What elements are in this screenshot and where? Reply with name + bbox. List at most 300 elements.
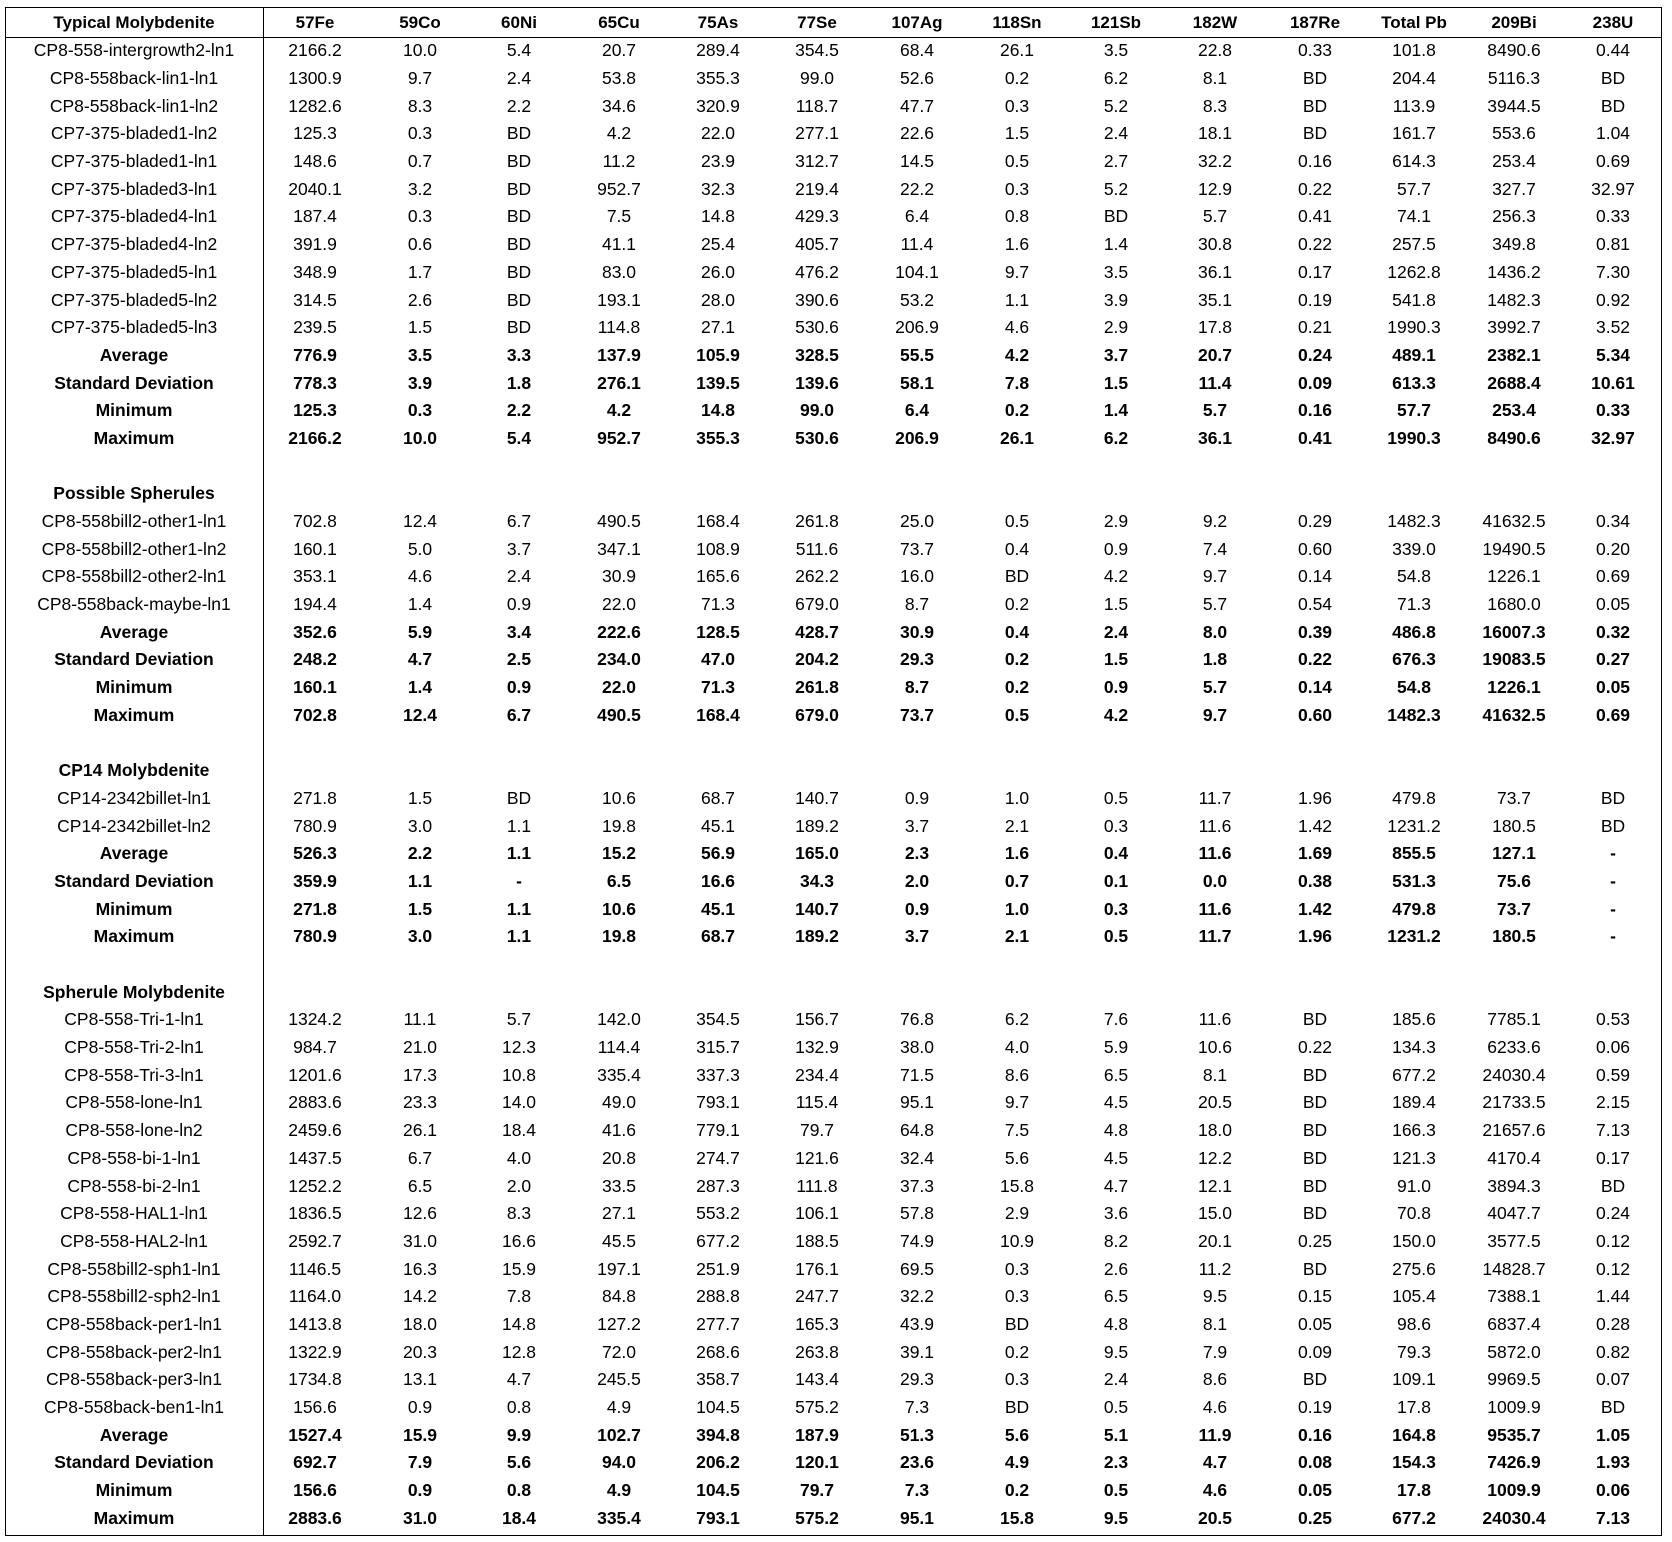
table-row bbox=[5, 1394, 1662, 1422]
table-cell: 11.7 bbox=[1198, 787, 1232, 808]
table-cell: 0.17 bbox=[1297, 261, 1333, 282]
table-cell: 1836.5 bbox=[288, 1203, 342, 1224]
sample-label: CP8-558-Tri-2-ln1 bbox=[64, 1037, 204, 1058]
table-cell: 3894.3 bbox=[1487, 1175, 1541, 1196]
table-cell: 79.7 bbox=[799, 1480, 835, 1501]
table-cell: 127.1 bbox=[1492, 843, 1536, 864]
table-cell: 6.2 bbox=[1004, 1009, 1030, 1030]
stat-label: Average bbox=[99, 621, 169, 642]
table-cell: 7785.1 bbox=[1487, 1009, 1541, 1030]
table-cell: 20.8 bbox=[601, 1147, 637, 1168]
table-cell: BD bbox=[506, 289, 532, 310]
table-cell: 4.2 bbox=[1103, 704, 1129, 725]
table-cell: BD bbox=[1302, 1064, 1328, 1085]
sample-label: CP8-558back-ben1-ln1 bbox=[44, 1397, 224, 1418]
table-cell: 5.6 bbox=[1004, 1147, 1030, 1168]
sample-label: CP8-558-bi-1-ln1 bbox=[67, 1147, 201, 1168]
table-cell: 1009.9 bbox=[1487, 1397, 1541, 1418]
table-cell: 74.1 bbox=[1396, 206, 1432, 227]
table-cell: 12.3 bbox=[501, 1037, 537, 1058]
table-cell: 2.9 bbox=[1004, 1203, 1030, 1224]
table-cell: 23.9 bbox=[700, 151, 736, 172]
table-cell: 1.4 bbox=[1103, 400, 1129, 421]
table-cell: 0.60 bbox=[1297, 538, 1333, 559]
table-cell: 206.9 bbox=[895, 427, 939, 448]
stat-label: Maximum bbox=[93, 926, 175, 947]
table-cell: 0.06 bbox=[1595, 1480, 1631, 1501]
table-cell: 114.8 bbox=[597, 317, 641, 338]
table-cell: 0.5 bbox=[1004, 511, 1030, 532]
table-cell: BD bbox=[1600, 95, 1626, 116]
table-cell: 1.6 bbox=[1004, 234, 1030, 255]
table-cell: 5116.3 bbox=[1487, 68, 1541, 89]
table-cell: 0.22 bbox=[1297, 1037, 1333, 1058]
table-cell: 0.7 bbox=[1004, 870, 1030, 891]
sample-label: CP8-558-intergrowth2-ln1 bbox=[33, 40, 235, 61]
table-cell: 8490.6 bbox=[1487, 40, 1541, 61]
table-cell: 32.4 bbox=[899, 1147, 935, 1168]
sample-label: CP7-375-bladed4-ln2 bbox=[50, 234, 218, 255]
table-cell: 11.2 bbox=[1198, 1258, 1232, 1279]
table-cell: 0.22 bbox=[1297, 649, 1333, 670]
table-cell: 156.6 bbox=[293, 1397, 337, 1418]
table-cell: 335.4 bbox=[597, 1064, 641, 1085]
table-cell: 4.2 bbox=[1004, 344, 1030, 365]
table-cell: 30.9 bbox=[899, 621, 935, 642]
table-cell: 176.1 bbox=[795, 1258, 839, 1279]
table-cell: 1.5 bbox=[407, 898, 433, 919]
table-cell: 29.3 bbox=[899, 1369, 935, 1390]
header-cell: 65Cu bbox=[598, 12, 640, 32]
table-cell: 76.8 bbox=[899, 1009, 935, 1030]
table-cell: 189.4 bbox=[1392, 1092, 1436, 1113]
table-cell: 780.9 bbox=[293, 815, 337, 836]
table-cell: 22.2 bbox=[899, 178, 935, 199]
table-cell: 1300.9 bbox=[288, 68, 342, 89]
table-cell: 27.1 bbox=[601, 1203, 637, 1224]
table-cell: 142.0 bbox=[597, 1009, 641, 1030]
table-cell: 22.8 bbox=[1197, 40, 1233, 61]
table-cell: BD bbox=[1302, 68, 1328, 89]
table-cell: 51.3 bbox=[899, 1424, 935, 1445]
table-cell: 4.7 bbox=[1103, 1175, 1129, 1196]
table-cell: 1.96 bbox=[1297, 787, 1333, 808]
table-cell: 6.2 bbox=[1103, 68, 1129, 89]
stat-label: Minimum bbox=[95, 898, 173, 919]
table-cell: BD bbox=[1600, 815, 1626, 836]
table-cell: 16007.3 bbox=[1482, 621, 1546, 642]
table-cell: BD bbox=[1600, 787, 1626, 808]
table-cell: 5.6 bbox=[506, 1452, 532, 1473]
table-cell: 1.6 bbox=[1004, 843, 1030, 864]
table-cell: 2688.4 bbox=[1487, 372, 1541, 393]
table-cell: 193.1 bbox=[597, 289, 641, 310]
table-cell: 2.5 bbox=[506, 649, 532, 670]
table-cell: 32.97 bbox=[1591, 178, 1635, 199]
table-cell: 0.05 bbox=[1297, 1313, 1333, 1334]
table-cell: 36.1 bbox=[1197, 261, 1233, 282]
table-cell: 2382.1 bbox=[1487, 344, 1541, 365]
table-cell: 0.2 bbox=[1004, 1341, 1030, 1362]
table-cell: 952.7 bbox=[597, 178, 641, 199]
table-cell: 5.7 bbox=[1202, 594, 1228, 615]
table-cell: 6.7 bbox=[407, 1147, 433, 1168]
table-cell: 24030.4 bbox=[1482, 1507, 1546, 1528]
table-cell: 26.0 bbox=[700, 261, 736, 282]
table-cell: BD bbox=[1004, 566, 1030, 587]
table-cell: 0.17 bbox=[1595, 1147, 1631, 1168]
table-cell: 553.2 bbox=[696, 1203, 740, 1224]
table-cell: 1482.3 bbox=[1387, 704, 1441, 725]
table-cell: 256.3 bbox=[1492, 206, 1536, 227]
sample-label: CP7-375-bladed3-ln1 bbox=[50, 178, 218, 199]
table-cell: 1.4 bbox=[407, 677, 433, 698]
table-cell: 1.5 bbox=[407, 787, 433, 808]
table-cell: 5.9 bbox=[407, 621, 433, 642]
table-cell: 98.6 bbox=[1396, 1313, 1432, 1334]
table-cell: 37.3 bbox=[899, 1175, 935, 1196]
table-cell: 614.3 bbox=[1392, 151, 1436, 172]
table-row bbox=[5, 1006, 1662, 1034]
table-cell: 10.6 bbox=[1197, 1037, 1233, 1058]
table-cell: 0.41 bbox=[1297, 206, 1333, 227]
table-cell: 0.24 bbox=[1297, 344, 1333, 365]
table-cell: 14.2 bbox=[402, 1286, 438, 1307]
table-row bbox=[5, 1089, 1662, 1117]
table-cell: BD bbox=[1103, 206, 1129, 227]
table-cell: 2.2 bbox=[506, 95, 532, 116]
table-cell: 99.0 bbox=[799, 68, 835, 89]
table-cell: 1.69 bbox=[1297, 843, 1333, 864]
table-body bbox=[5, 37, 1662, 1532]
stat-label: Standard Deviation bbox=[54, 870, 214, 891]
table-cell: 6.4 bbox=[904, 206, 930, 227]
table-cell: 1.0 bbox=[1004, 787, 1030, 808]
table-cell: 180.5 bbox=[1492, 926, 1536, 947]
table-cell: 10.0 bbox=[402, 40, 438, 61]
table-cell: 0.27 bbox=[1595, 649, 1631, 670]
table-cell: 21.0 bbox=[402, 1037, 438, 1058]
table-cell: 0.2 bbox=[1004, 594, 1030, 615]
table-cell: 4.9 bbox=[1004, 1452, 1030, 1473]
table-cell: 222.6 bbox=[597, 621, 641, 642]
table-cell: 0.5 bbox=[1004, 704, 1030, 725]
stat-label: Standard Deviation bbox=[54, 1452, 214, 1473]
table-cell: 4.2 bbox=[606, 400, 632, 421]
table-cell: 160.1 bbox=[293, 677, 337, 698]
stat-row bbox=[5, 868, 1662, 896]
table-cell: 0.32 bbox=[1595, 621, 1631, 642]
table-cell: 0.05 bbox=[1595, 594, 1631, 615]
table-cell: 275.6 bbox=[1392, 1258, 1436, 1279]
table-cell: 271.8 bbox=[293, 898, 337, 919]
table-cell: 102.7 bbox=[597, 1424, 641, 1445]
table-cell: 3.6 bbox=[1103, 1203, 1129, 1224]
table-cell: 3577.5 bbox=[1487, 1230, 1541, 1251]
table-cell: BD bbox=[1302, 1147, 1328, 1168]
table-cell: 0.7 bbox=[407, 151, 433, 172]
table-cell: 9.7 bbox=[1004, 1092, 1030, 1113]
table-cell: 73.7 bbox=[1496, 898, 1532, 919]
table-cell: 5.1 bbox=[1103, 1424, 1129, 1445]
table-cell: 2.4 bbox=[1103, 123, 1129, 144]
table-cell: 355.3 bbox=[696, 427, 740, 448]
table-cell: 0.0 bbox=[1202, 870, 1228, 891]
table-cell: 206.9 bbox=[895, 317, 939, 338]
table-cell: 53.8 bbox=[601, 68, 637, 89]
stat-label: Maximum bbox=[93, 427, 175, 448]
table-cell: 7.3 bbox=[904, 1397, 930, 1418]
table-cell: 137.9 bbox=[597, 344, 641, 365]
table-cell: 9.7 bbox=[407, 68, 433, 89]
table-cell: 56.9 bbox=[700, 843, 736, 864]
table-cell: 58.1 bbox=[899, 372, 935, 393]
table-cell: 73.7 bbox=[899, 704, 935, 725]
table-cell: 0.59 bbox=[1595, 1064, 1631, 1085]
table-cell: 8.7 bbox=[904, 594, 930, 615]
table-cell: 4.8 bbox=[1103, 1120, 1129, 1141]
table-cell: 0.8 bbox=[506, 1480, 532, 1501]
table-cell: 2.2 bbox=[506, 400, 532, 421]
table-cell: 1.7 bbox=[407, 261, 433, 282]
table-cell: 1146.5 bbox=[288, 1258, 342, 1279]
table-cell: 57.7 bbox=[1396, 178, 1432, 199]
table-cell: 1482.3 bbox=[1387, 511, 1441, 532]
table-cell: 204.4 bbox=[1392, 68, 1436, 89]
table-cell: 3.9 bbox=[407, 372, 433, 393]
table-cell: 0.6 bbox=[407, 234, 433, 255]
table-cell: 2.6 bbox=[1103, 1258, 1129, 1279]
table-cell: 32.97 bbox=[1591, 427, 1635, 448]
spacer-row bbox=[5, 729, 1662, 757]
table-cell: 349.8 bbox=[1492, 234, 1536, 255]
sample-label: CP8-558back-per2-ln1 bbox=[45, 1341, 223, 1362]
table-cell: 1.05 bbox=[1595, 1424, 1631, 1445]
table-cell: 1.5 bbox=[407, 317, 433, 338]
sample-label: CP14-2342billet-ln1 bbox=[57, 787, 211, 808]
table-cell: 347.1 bbox=[597, 538, 641, 559]
table-row bbox=[5, 259, 1662, 287]
table-cell: 1231.2 bbox=[1387, 815, 1441, 836]
table-row bbox=[5, 1117, 1662, 1145]
header-label: Typical Molybdenite bbox=[53, 12, 215, 32]
table-cell: 245.5 bbox=[597, 1369, 641, 1390]
table-cell: 74.9 bbox=[899, 1230, 935, 1251]
table-cell: BD bbox=[1004, 1313, 1030, 1334]
table-cell: 194.4 bbox=[293, 594, 337, 615]
table-cell: 11.9 bbox=[1198, 1424, 1232, 1445]
table-row bbox=[5, 508, 1662, 536]
sample-label: CP8-558-Tri-3-ln1 bbox=[64, 1064, 204, 1085]
table-cell: 121.6 bbox=[795, 1147, 839, 1168]
table-cell: BD bbox=[1600, 68, 1626, 89]
table-cell: 15.2 bbox=[601, 843, 637, 864]
table-cell: 8.1 bbox=[1202, 68, 1228, 89]
table-cell: 2.6 bbox=[407, 289, 433, 310]
table-cell: 4.9 bbox=[606, 1480, 632, 1501]
table-cell: 26.1 bbox=[402, 1120, 438, 1141]
table-cell: 575.2 bbox=[795, 1507, 839, 1528]
table-cell: 262.2 bbox=[795, 566, 839, 587]
table-cell: 7.9 bbox=[1202, 1341, 1228, 1362]
table-cell: 15.8 bbox=[999, 1175, 1035, 1196]
table-cell: 1.5 bbox=[1103, 372, 1129, 393]
table-cell: 0.33 bbox=[1595, 206, 1631, 227]
table-cell: 0.3 bbox=[407, 400, 433, 421]
stat-row bbox=[5, 425, 1662, 453]
table-cell: 0.12 bbox=[1595, 1258, 1631, 1279]
table-cell: 312.7 bbox=[795, 151, 839, 172]
table-cell: 20.5 bbox=[1197, 1092, 1233, 1113]
table-cell: BD bbox=[506, 123, 532, 144]
table-cell: 0.1 bbox=[1103, 870, 1129, 891]
table-cell: 4.0 bbox=[506, 1147, 532, 1168]
table-cell: 150.0 bbox=[1392, 1230, 1436, 1251]
table-cell: 348.9 bbox=[293, 261, 337, 282]
spacer-row bbox=[5, 452, 1662, 480]
table-cell: 91.0 bbox=[1396, 1175, 1432, 1196]
table-cell: 8.6 bbox=[1202, 1369, 1228, 1390]
table-cell: 553.6 bbox=[1492, 123, 1536, 144]
table-cell: 4.6 bbox=[1004, 317, 1030, 338]
table-cell: 11.6 bbox=[1198, 843, 1232, 864]
table-cell: 23.3 bbox=[402, 1092, 438, 1113]
table-cell: 0.3 bbox=[1004, 1258, 1030, 1279]
table-cell: 0.9 bbox=[407, 1480, 433, 1501]
sample-label: CP7-375-bladed1-ln1 bbox=[50, 151, 218, 172]
table-cell: 165.6 bbox=[696, 566, 740, 587]
table-cell: 277.7 bbox=[696, 1313, 740, 1334]
table-cell: 9.9 bbox=[506, 1424, 532, 1445]
table-cell: 148.6 bbox=[293, 151, 337, 172]
table-cell: 6.7 bbox=[506, 511, 532, 532]
table-cell: 274.7 bbox=[696, 1147, 740, 1168]
table-cell: 261.8 bbox=[795, 511, 839, 532]
table-cell: 9.7 bbox=[1004, 261, 1030, 282]
table-cell: 19490.5 bbox=[1482, 538, 1546, 559]
table-cell: 35.1 bbox=[1197, 289, 1233, 310]
table-cell: 1.1 bbox=[1004, 289, 1030, 310]
table-cell: 68.7 bbox=[700, 926, 736, 947]
table-cell: 1282.6 bbox=[288, 95, 342, 116]
table-cell: 8.7 bbox=[904, 677, 930, 698]
table-cell: 55.5 bbox=[899, 344, 935, 365]
table-cell: 18.0 bbox=[1197, 1120, 1233, 1141]
header-cell: 107Ag bbox=[891, 12, 943, 32]
table-cell: 530.6 bbox=[795, 317, 839, 338]
table-cell: 11.6 bbox=[1198, 898, 1232, 919]
table-cell: 15.0 bbox=[1197, 1203, 1233, 1224]
stat-row bbox=[5, 923, 1662, 951]
sample-label: CP8-558back-per3-ln1 bbox=[45, 1369, 223, 1390]
table-cell: 101.8 bbox=[1392, 40, 1436, 61]
table-cell: 268.6 bbox=[696, 1341, 740, 1362]
table-cell: 490.5 bbox=[597, 704, 641, 725]
table-cell: 405.7 bbox=[795, 234, 839, 255]
table-cell: 6233.6 bbox=[1487, 1037, 1541, 1058]
table-cell: 18.4 bbox=[501, 1120, 537, 1141]
table-cell: 31.0 bbox=[402, 1507, 438, 1528]
table-cell: 14828.7 bbox=[1482, 1258, 1546, 1279]
table-cell: 1.1 bbox=[506, 926, 532, 947]
table-cell: 189.2 bbox=[795, 926, 839, 947]
table-cell: 15.8 bbox=[999, 1507, 1035, 1528]
table-cell: 106.1 bbox=[795, 1203, 839, 1224]
table-cell: 9535.7 bbox=[1487, 1424, 1541, 1445]
sample-label: CP8-558-Tri-1-ln1 bbox=[64, 1009, 204, 1030]
table-cell: 9.5 bbox=[1103, 1507, 1129, 1528]
table-cell: 1009.9 bbox=[1487, 1480, 1541, 1501]
stat-label: Minimum bbox=[95, 400, 173, 421]
table-cell: 0.08 bbox=[1297, 1452, 1333, 1473]
table-cell: 71.3 bbox=[700, 677, 736, 698]
table-cell: 28.0 bbox=[700, 289, 736, 310]
table-cell: 127.2 bbox=[597, 1313, 641, 1334]
table-cell: 6.7 bbox=[506, 704, 532, 725]
table-cell: 95.1 bbox=[899, 1507, 935, 1528]
table-cell: 7.5 bbox=[1004, 1120, 1030, 1141]
data-table bbox=[5, 8, 1662, 1532]
header-cell: 57Fe bbox=[295, 12, 335, 32]
table-cell: 0.15 bbox=[1297, 1286, 1333, 1307]
table-cell: 2.9 bbox=[1103, 511, 1129, 532]
table-cell: 952.7 bbox=[597, 427, 641, 448]
stat-row bbox=[5, 1477, 1662, 1505]
table-cell: 99.0 bbox=[799, 400, 835, 421]
table-cell: 160.1 bbox=[293, 538, 337, 559]
sample-label: CP8-558-lone-ln1 bbox=[65, 1092, 203, 1113]
stat-label: Maximum bbox=[93, 704, 175, 725]
table-cell: 1.1 bbox=[506, 898, 532, 919]
table-row bbox=[5, 1200, 1662, 1228]
table-cell: 8.2 bbox=[1103, 1230, 1129, 1251]
table-cell: 0.82 bbox=[1595, 1341, 1631, 1362]
table-cell: 0.3 bbox=[407, 206, 433, 227]
table-cell: 114.4 bbox=[597, 1037, 641, 1058]
table-cell: 9.7 bbox=[1202, 566, 1228, 587]
table-cell: 15.9 bbox=[402, 1424, 438, 1445]
table-cell: 2.7 bbox=[1103, 151, 1129, 172]
table-cell: 702.8 bbox=[293, 511, 337, 532]
table-cell: 0.4 bbox=[1103, 843, 1129, 864]
table-cell: 793.1 bbox=[696, 1092, 740, 1113]
table-cell: 104.5 bbox=[696, 1480, 740, 1501]
table-cell: 79.3 bbox=[1396, 1341, 1432, 1362]
table-cell: 206.2 bbox=[696, 1452, 740, 1473]
table-cell: 1226.1 bbox=[1487, 677, 1541, 698]
stat-label: Average bbox=[99, 843, 169, 864]
table-cell: 5.34 bbox=[1595, 344, 1631, 365]
table-cell: 4.6 bbox=[407, 566, 433, 587]
table-cell: 54.8 bbox=[1396, 677, 1432, 698]
table-cell: 327.7 bbox=[1492, 178, 1536, 199]
table-cell: 314.5 bbox=[293, 289, 337, 310]
table-cell: 8.1 bbox=[1202, 1313, 1228, 1334]
table-cell: 11.1 bbox=[403, 1009, 437, 1030]
table-cell: 16.6 bbox=[700, 870, 736, 891]
table-cell: 613.3 bbox=[1392, 372, 1436, 393]
table-cell: 1527.4 bbox=[288, 1424, 342, 1445]
table-cell: 43.9 bbox=[899, 1313, 935, 1334]
table-cell: 12.1 bbox=[1197, 1175, 1233, 1196]
sample-label: CP8-558-bi-2-ln1 bbox=[67, 1175, 201, 1196]
table-cell: 0.28 bbox=[1595, 1313, 1631, 1334]
table-cell: 12.6 bbox=[402, 1203, 438, 1224]
table-cell: 3.5 bbox=[1103, 40, 1129, 61]
table-cell: 1262.8 bbox=[1387, 261, 1441, 282]
table-cell: 1.8 bbox=[1202, 649, 1228, 670]
table-row bbox=[5, 65, 1662, 93]
